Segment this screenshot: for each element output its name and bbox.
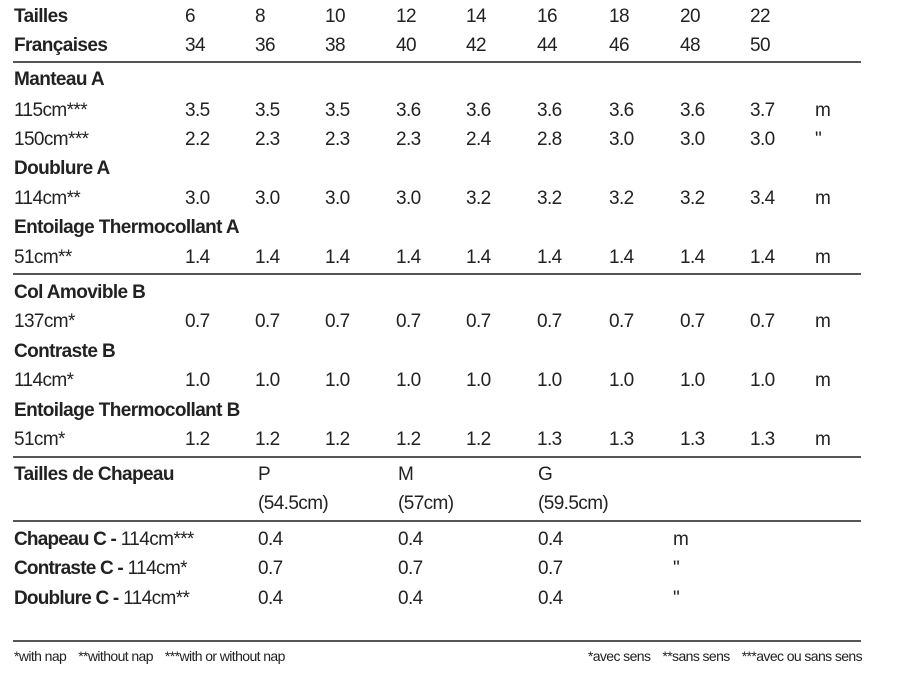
yardage-cell: 2.8: [537, 129, 562, 150]
footnote: *with nap: [14, 648, 67, 664]
french-size-cell: 50: [750, 35, 770, 56]
hat-sizes-row: [0, 462, 908, 492]
yardage-cell: 1.2: [185, 429, 210, 450]
yardage-cell: 0.7: [750, 311, 775, 332]
yardage-cell: 2.3: [325, 129, 350, 150]
section-divider: [13, 520, 861, 522]
yardage-cell: 3.0: [609, 129, 634, 150]
group-title-row: [0, 215, 908, 245]
yardage-cell: 0.7: [609, 311, 634, 332]
yardage-cell: 3.2: [466, 188, 491, 209]
hat-size-measure: (59.5cm): [538, 493, 609, 514]
hat-row: [0, 586, 908, 616]
unit-cell: m: [815, 370, 831, 391]
yardage-cell: 1.0: [466, 370, 491, 391]
yardage-cell: 2.4: [466, 129, 491, 150]
yardage-cell: 3.0: [750, 129, 775, 150]
french-size-cell: 48: [680, 35, 700, 56]
fabric-row: [0, 186, 908, 216]
yardage-cell: 0.7: [258, 558, 283, 579]
yardage-cell: 1.0: [396, 370, 421, 391]
hat-row: [0, 527, 908, 557]
section-divider: [13, 456, 861, 458]
hat-fabric-width: 114cm**: [118, 588, 190, 609]
yardage-cell: 3.0: [255, 188, 280, 209]
yardage-cell: 2.2: [185, 129, 210, 150]
hat-row-label: [14, 558, 187, 580]
footnote: ***avec ou sans sens: [741, 648, 862, 664]
fabric-width: 137cm*: [14, 311, 75, 332]
yardage-cell: 3.0: [185, 188, 210, 209]
yardage-cell: 3.6: [609, 100, 634, 121]
yardage-cell: 3.6: [396, 100, 421, 121]
unit-cell: ": [673, 558, 680, 579]
yardage-cell: 1.2: [255, 429, 280, 450]
yardage-cell: 1.4: [537, 247, 562, 268]
hat-piece-name: Chapeau C -: [14, 529, 117, 550]
yardage-cell: 3.6: [680, 100, 705, 121]
yardage-cell: 3.2: [609, 188, 634, 209]
yardage-cell: 1.3: [537, 429, 562, 450]
french-size-cell: 44: [537, 35, 557, 56]
group-title: Manteau A: [14, 69, 104, 90]
yardage-cell: 2.3: [396, 129, 421, 150]
hat-piece-name: Doublure C -: [14, 588, 119, 609]
yardage-cell: 3.2: [537, 188, 562, 209]
hat-fabric-width: 114cm*: [122, 558, 187, 579]
french-size-cell: 46: [609, 35, 629, 56]
yardage-cell: 1.2: [466, 429, 491, 450]
footnote-divider: [13, 640, 861, 642]
yardage-cell: 0.7: [537, 311, 562, 332]
french-size-cell: 34: [185, 35, 205, 56]
yardage-cell: 1.2: [396, 429, 421, 450]
yardage-cell: 1.0: [325, 370, 350, 391]
yardage-cell: 1.4: [255, 247, 280, 268]
footnotes-french: [588, 648, 862, 664]
size-cell: 6: [185, 6, 195, 27]
group-title-row: [0, 67, 908, 97]
yardage-cell: 1.4: [396, 247, 421, 268]
yardage-cell: 1.0: [609, 370, 634, 391]
fabric-width: 51cm**: [14, 247, 72, 268]
yardage-cell: 0.4: [538, 588, 563, 609]
yardage-cell: 1.0: [255, 370, 280, 391]
yardage-cell: 0.4: [258, 529, 283, 550]
hat-size-letter: G: [538, 464, 553, 485]
yardage-cell: 0.7: [466, 311, 491, 332]
fabric-row: [0, 127, 908, 157]
footnote: **sans sens: [662, 648, 730, 664]
yardage-cell: 3.4: [750, 188, 775, 209]
unit-cell: ": [815, 129, 822, 150]
yardage-cell: 3.6: [537, 100, 562, 121]
hat-size-letter: M: [398, 464, 414, 485]
yardage-cell: 1.4: [609, 247, 634, 268]
unit-cell: m: [673, 529, 689, 550]
yardage-cell: 1.4: [680, 247, 705, 268]
yardage-cell: 3.0: [396, 188, 421, 209]
group-title: Entoilage Thermocollant A: [14, 217, 239, 238]
yardage-cell: 3.7: [750, 100, 775, 121]
yardage-cell: 3.5: [255, 100, 280, 121]
yardage-cell: 3.0: [325, 188, 350, 209]
fabric-width: 114cm**: [14, 188, 81, 209]
group-title: Entoilage Thermocollant B: [14, 400, 240, 421]
size-cell: 12: [396, 6, 416, 27]
footnotes-english: [14, 648, 285, 664]
french-size-cell: 40: [396, 35, 416, 56]
hat-fabric-width: 114cm***: [116, 529, 194, 550]
group-title-row: [0, 280, 908, 310]
section-divider: [13, 61, 861, 63]
unit-cell: m: [815, 100, 831, 121]
french-sizes-row: [0, 33, 908, 63]
yardage-cell: 3.5: [325, 100, 350, 121]
group-title-row: [0, 398, 908, 428]
yardage-cell: 1.0: [750, 370, 775, 391]
section-divider: [13, 273, 861, 275]
yardage-cell: 1.3: [680, 429, 705, 450]
yardage-cell: 1.0: [185, 370, 210, 391]
yardage-cell: 0.7: [680, 311, 705, 332]
hat-row-label: [14, 588, 189, 610]
yardage-cell: 1.4: [750, 247, 775, 268]
yardage-cell: 0.4: [538, 529, 563, 550]
size-cell: 20: [680, 6, 700, 27]
group-title: Contraste B: [14, 341, 116, 362]
footnote: *avec sens: [587, 648, 651, 664]
yardage-cell: 0.4: [398, 529, 423, 550]
yardage-cell: 3.0: [680, 129, 705, 150]
unit-cell: m: [815, 188, 831, 209]
group-title: Col Amovible B: [14, 282, 146, 303]
group-title-row: [0, 339, 908, 369]
group-title-row: [0, 156, 908, 186]
size-cell: 8: [255, 6, 265, 27]
fabric-width: 51cm*: [14, 429, 65, 450]
yardage-cell: 1.4: [325, 247, 350, 268]
yardage-cell: 1.4: [466, 247, 491, 268]
yardage-cell: 0.7: [185, 311, 210, 332]
french-size-cell: 38: [325, 35, 345, 56]
footnote: **without nap: [78, 648, 153, 664]
hat-sizes-label: Tailles de Chapeau: [14, 464, 174, 485]
sizes-label: Tailles: [14, 6, 68, 27]
sizes-row: [0, 4, 908, 34]
hat-size-measure: (54.5cm): [258, 493, 329, 514]
hat-row-label: [14, 529, 194, 551]
yardage-cell: 1.4: [185, 247, 210, 268]
fabric-row: [0, 98, 908, 128]
fabric-width: 115cm***: [14, 100, 87, 121]
hat-row: [0, 556, 908, 586]
yardage-cell: 0.7: [255, 311, 280, 332]
yardage-cell: 3.2: [680, 188, 705, 209]
size-cell: 16: [537, 6, 557, 27]
yardage-cell: 0.7: [325, 311, 350, 332]
group-title: Doublure A: [14, 158, 110, 179]
yardage-cell: 0.7: [396, 311, 421, 332]
hat-size-letter: P: [258, 464, 271, 485]
yardage-cell: 1.3: [750, 429, 775, 450]
unit-cell: m: [815, 311, 831, 332]
fabric-width: 114cm*: [14, 370, 74, 391]
unit-cell: m: [815, 429, 831, 450]
size-cell: 14: [466, 6, 486, 27]
yardage-cell: 0.4: [398, 588, 423, 609]
unit-cell: ": [673, 588, 680, 609]
hat-size-measure: (57cm): [398, 493, 454, 514]
french-size-cell: 42: [466, 35, 486, 56]
yardage-cell: 2.3: [255, 129, 280, 150]
fabric-row: [0, 368, 908, 398]
hat-piece-name: Contraste C -: [14, 558, 123, 579]
hat-measure-row: [0, 491, 908, 521]
yardage-cell: 0.4: [258, 588, 283, 609]
yardage-cell: 3.6: [466, 100, 491, 121]
yardage-cell: 0.7: [398, 558, 423, 579]
yardage-cell: 1.0: [680, 370, 705, 391]
fabric-row: [0, 245, 908, 275]
fabric-row: [0, 309, 908, 339]
fabric-row: [0, 427, 908, 457]
size-cell: 18: [609, 6, 629, 27]
fabric-width: 150cm***: [14, 129, 89, 150]
footnote: ***with or without nap: [164, 648, 285, 664]
yardage-cell: 3.5: [185, 100, 210, 121]
french-sizes-label: Françaises: [14, 35, 108, 56]
size-cell: 22: [750, 6, 770, 27]
size-cell: 10: [325, 6, 345, 27]
french-size-cell: 36: [255, 35, 275, 56]
yardage-cell: 1.2: [325, 429, 350, 450]
unit-cell: m: [815, 247, 831, 268]
yardage-cell: 1.0: [537, 370, 562, 391]
yardage-cell: 0.7: [538, 558, 563, 579]
yardage-cell: 1.3: [609, 429, 634, 450]
